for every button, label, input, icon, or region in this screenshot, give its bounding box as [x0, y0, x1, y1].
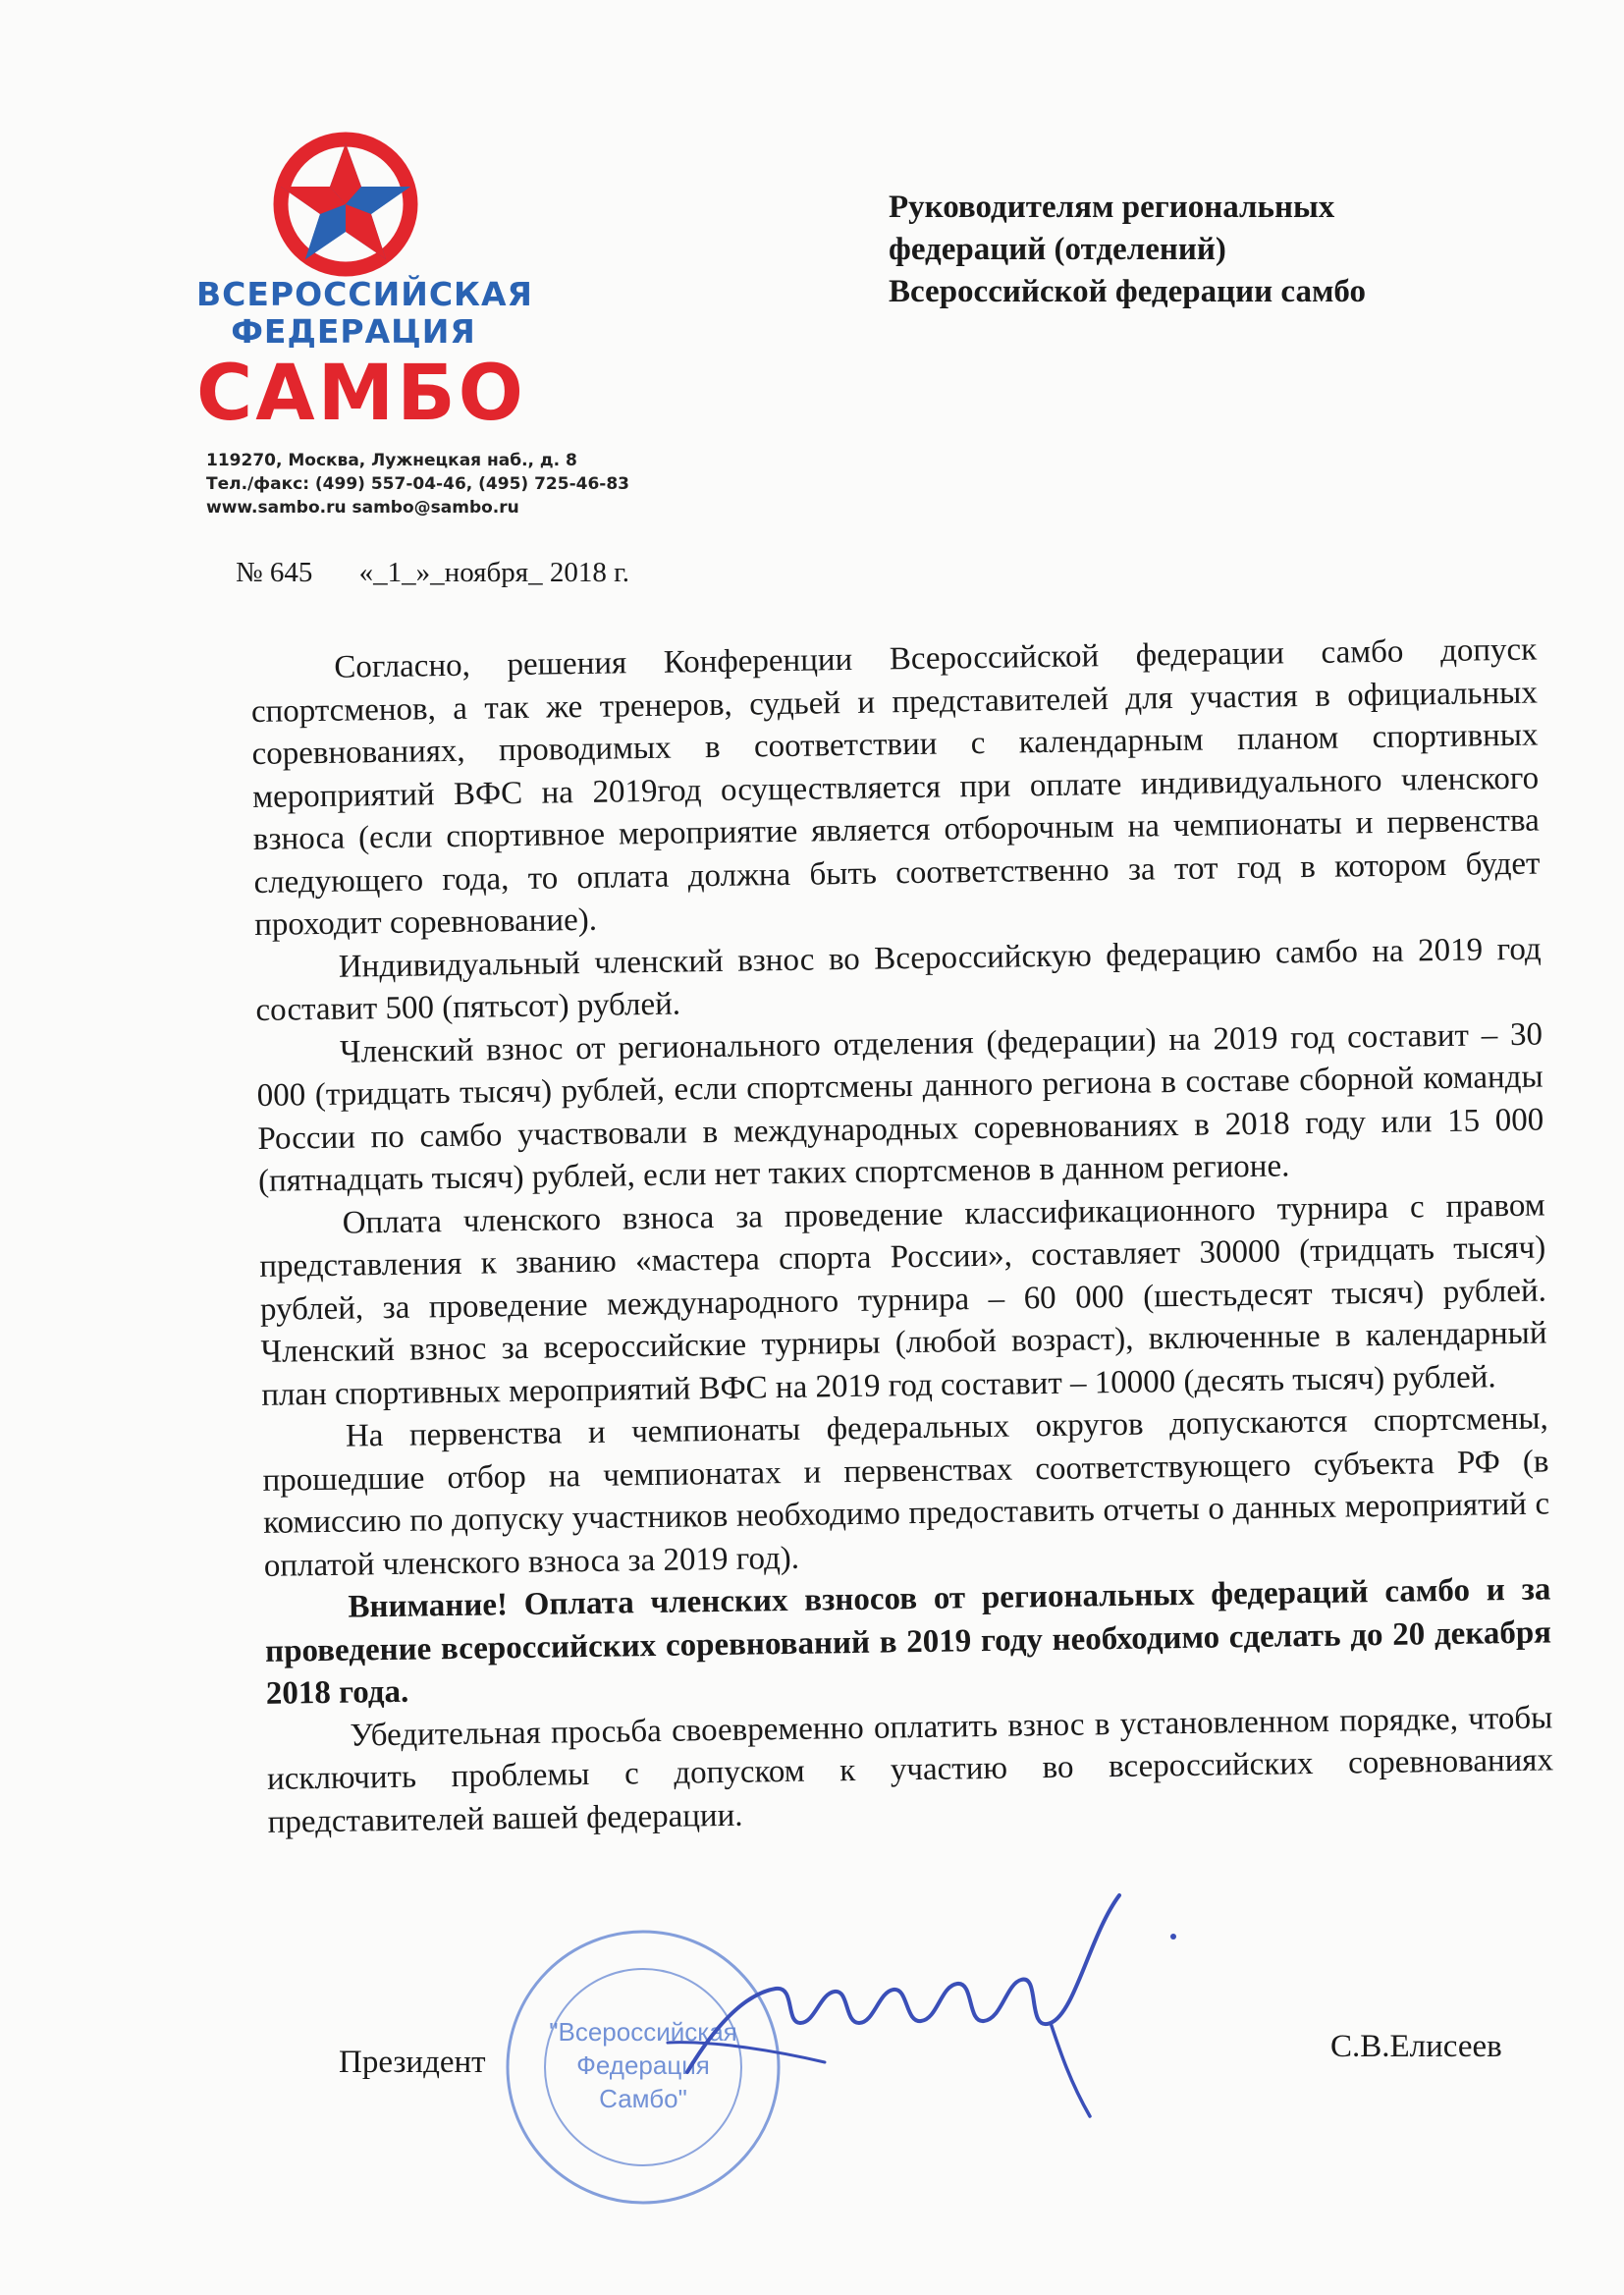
- stamp-text-line2: Федерация: [576, 2050, 710, 2080]
- paragraph: Индивидуальный членский взнос во Всероссийскую федерацию самбо на 2019 год составит 500 (пятьсот) рублей.: [255, 931, 1542, 1028]
- document-number-date: [236, 557, 669, 589]
- document-number: № 645: [236, 557, 313, 588]
- paragraph: На первенства и чемпионаты федеральных округов допускаются спортсмены, прошедшие отбор на чемпионатах и первенствах соответствующего субъекта РФ (в комиссию по допуску участников необходимо предоставить отчеты о данных мероприятий с оплатой членского взноса за 2019 год).: [262, 1400, 1550, 1584]
- letterhead-contacts: [206, 449, 629, 519]
- paragraph: Членский взнос от регионального отделения (федерации) на 2019 год составит – 30 000 (тридцать тысяч) рублей, если спортсмены данного региона в составе сборной команды России по самбо участвовали в международных соревнованиях в 2018 году или 15 000 (пятнадцать тысяч) рублей, если нет таких спортсменов в данном регионе.: [256, 1016, 1544, 1199]
- addressee-line: Всероссийской федерации самбо: [889, 274, 1366, 309]
- signatory-title: Президент: [339, 2045, 486, 2080]
- document-date: «_1_»_ноября_ 2018 г.: [358, 557, 629, 588]
- web-email: www.sambo.ru sambo@sambo.ru: [206, 498, 519, 518]
- addressee-block: [889, 187, 1366, 313]
- stamp-text-line1: "Всероссийская: [549, 2017, 737, 2047]
- addressee-line: федераций (отделений): [889, 232, 1226, 267]
- org-name-line2: ФЕДЕРАЦИЯ: [231, 312, 476, 351]
- handwritten-signature-icon: [628, 1876, 1237, 2131]
- stamp-text-line3: Самбо": [599, 2084, 687, 2113]
- org-name-line1: ВСЕРОССИЙСКАЯ: [196, 275, 533, 313]
- letter-body: [250, 629, 1554, 1844]
- address: 119270, Москва, Лужнецкая наб., д. 8: [206, 451, 577, 470]
- paragraph: Убедительная просьба своевременно оплатить взнос в установленном порядке, чтобы исключить проблемы с допуском к участию во всероссийских соревнованиях представителей вашей федерации.: [266, 1699, 1554, 1840]
- org-name-main: САМБО: [196, 350, 526, 438]
- signatory-name: С.В.Елисеев: [1330, 2029, 1502, 2064]
- phone: Тел./факс: (499) 557-04-46, (495) 725-46-83: [206, 474, 630, 494]
- paragraph: Согласно, решения Конференции Всероссийской федерации самбо допуск спортсменов, а так же тренеров, судьей и представителей для участия в официальных соревнованиях, проводимых в соответствии с календарным планом спортивных мероприятий ВФС на 2019год осуществляется при оплате индивидуального членского взноса (если спортивное мероприятие является отборочным на чемпионаты и первенства следующего года, то оплата должна быть соответственно за тот год в котором будет проходит соревнование).: [250, 631, 1541, 943]
- addressee-line: Руководителям региональных: [889, 190, 1335, 225]
- red-star-circle-icon: [265, 126, 452, 283]
- sambo-logo: [196, 126, 533, 438]
- paragraph: Оплата членского взноса за проведение классификационного турнира с правом представления к званию «мастера спорта России», составляет 30000 (тридцать тысяч) рублей, за проведение международного турнира – 60 000 (шестьдесят тысяч) рублей. Членский взнос за всероссийские турниры (любой возраст), включенные в календарный план спортивных мероприятий ВФС на 2019 год составит – 10000 (десять тысяч) рублей.: [259, 1187, 1547, 1413]
- attention-paragraph: Внимание! Оплата членских взносов от региональных федераций самбо и за проведение всероссийских соревнований в 2019 году необходимо сделать до 20 декабря 2018 года.: [264, 1571, 1552, 1712]
